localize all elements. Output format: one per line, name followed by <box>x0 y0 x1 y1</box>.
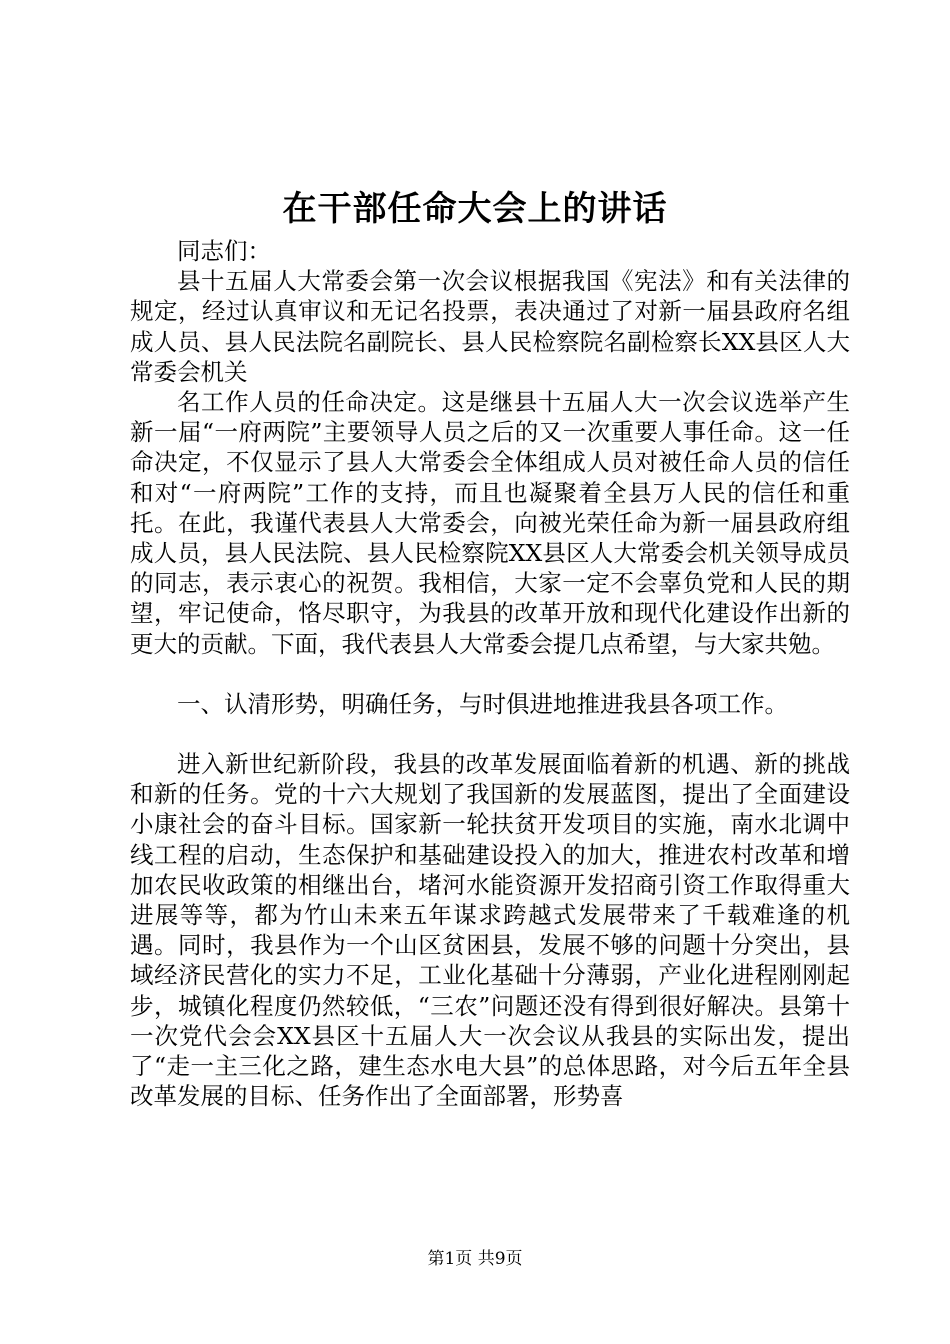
document-body <box>130 236 850 1111</box>
section-heading-1: 一、认清形势，明确任务，与时俱进地推进我县各项工作。 <box>177 689 788 718</box>
paragraph-1: 县十五届人大常委会第一次会议根据我国《宪法》和有关法律的规定，经过认真审议和无记名投票，表决通过了对新一届县政府名组成人员、县人民法院名副院长、县人民检察院名副检察长XX县区人大常委会机关 <box>130 267 850 386</box>
document-title: 在干部任命大会上的讲话 <box>282 189 668 229</box>
page-footer: 第1页 共9页 <box>427 1249 523 1269</box>
paragraph-3: 进入新世纪新阶段，我县的改革发展面临着新的机遇、新的挑战和新的任务。党的十六大规划了我国新的发展蓝图，提出了全面建设小康社会的奋斗目标。国家新一轮扶贫开发项目的实施，南水北调中线工程的启动，生态保护和基础建设投入的加大，推进农村改革和增加农民收政策的相继出台，堵河水能资源开发招商引资工作取得重大进展等等，都为竹山未来五年谋求跨越式发展带来了千载难逢的机遇。同时，我县作为一个山区贫困县，发展不够的问题十分突出，县域经济民营化的实力不足，工业化基础十分薄弱，产业化进程刚刚起步，城镇化程度仍然较低，“三农”问题还没有得到很好解决。县第十一次党代会会XX县区十五届人大一次会议从我县的实际出发，提出了“走一主三化之路，建生态水电大县”的总体思路，对今后五年全县改革发展的目标、任务作出了全面部署，形势喜 <box>130 750 850 1111</box>
salutation: 同志们： <box>177 237 271 265</box>
paragraph-2: 名工作人员的任命决定。这是继县十五届人大一次会议选举产生新一届“一府两院”主要领导人员之后的又一次重要人事任命。这一任命决定，不仅显示了县人大常委会全体组成人员对被任命人员的信任和对“一府两院”工作的支持，而且也凝聚着全县万人民的信任和重托。在此，我谨代表县人大常委会，向被光荣任命为新一届县政府组成人员，县人民法院、县人民检察院XX县区人大常委会机关领导成员的同志，表示衷心的祝贺。我相信，大家一定不会辜负党和人民的期望，牢记使命，恪尽职守，为我县的改革开放和现代化建设作出新的更大的贡献。下面，我代表县人大常委会提几点希望，与大家共勉。 <box>130 388 850 658</box>
